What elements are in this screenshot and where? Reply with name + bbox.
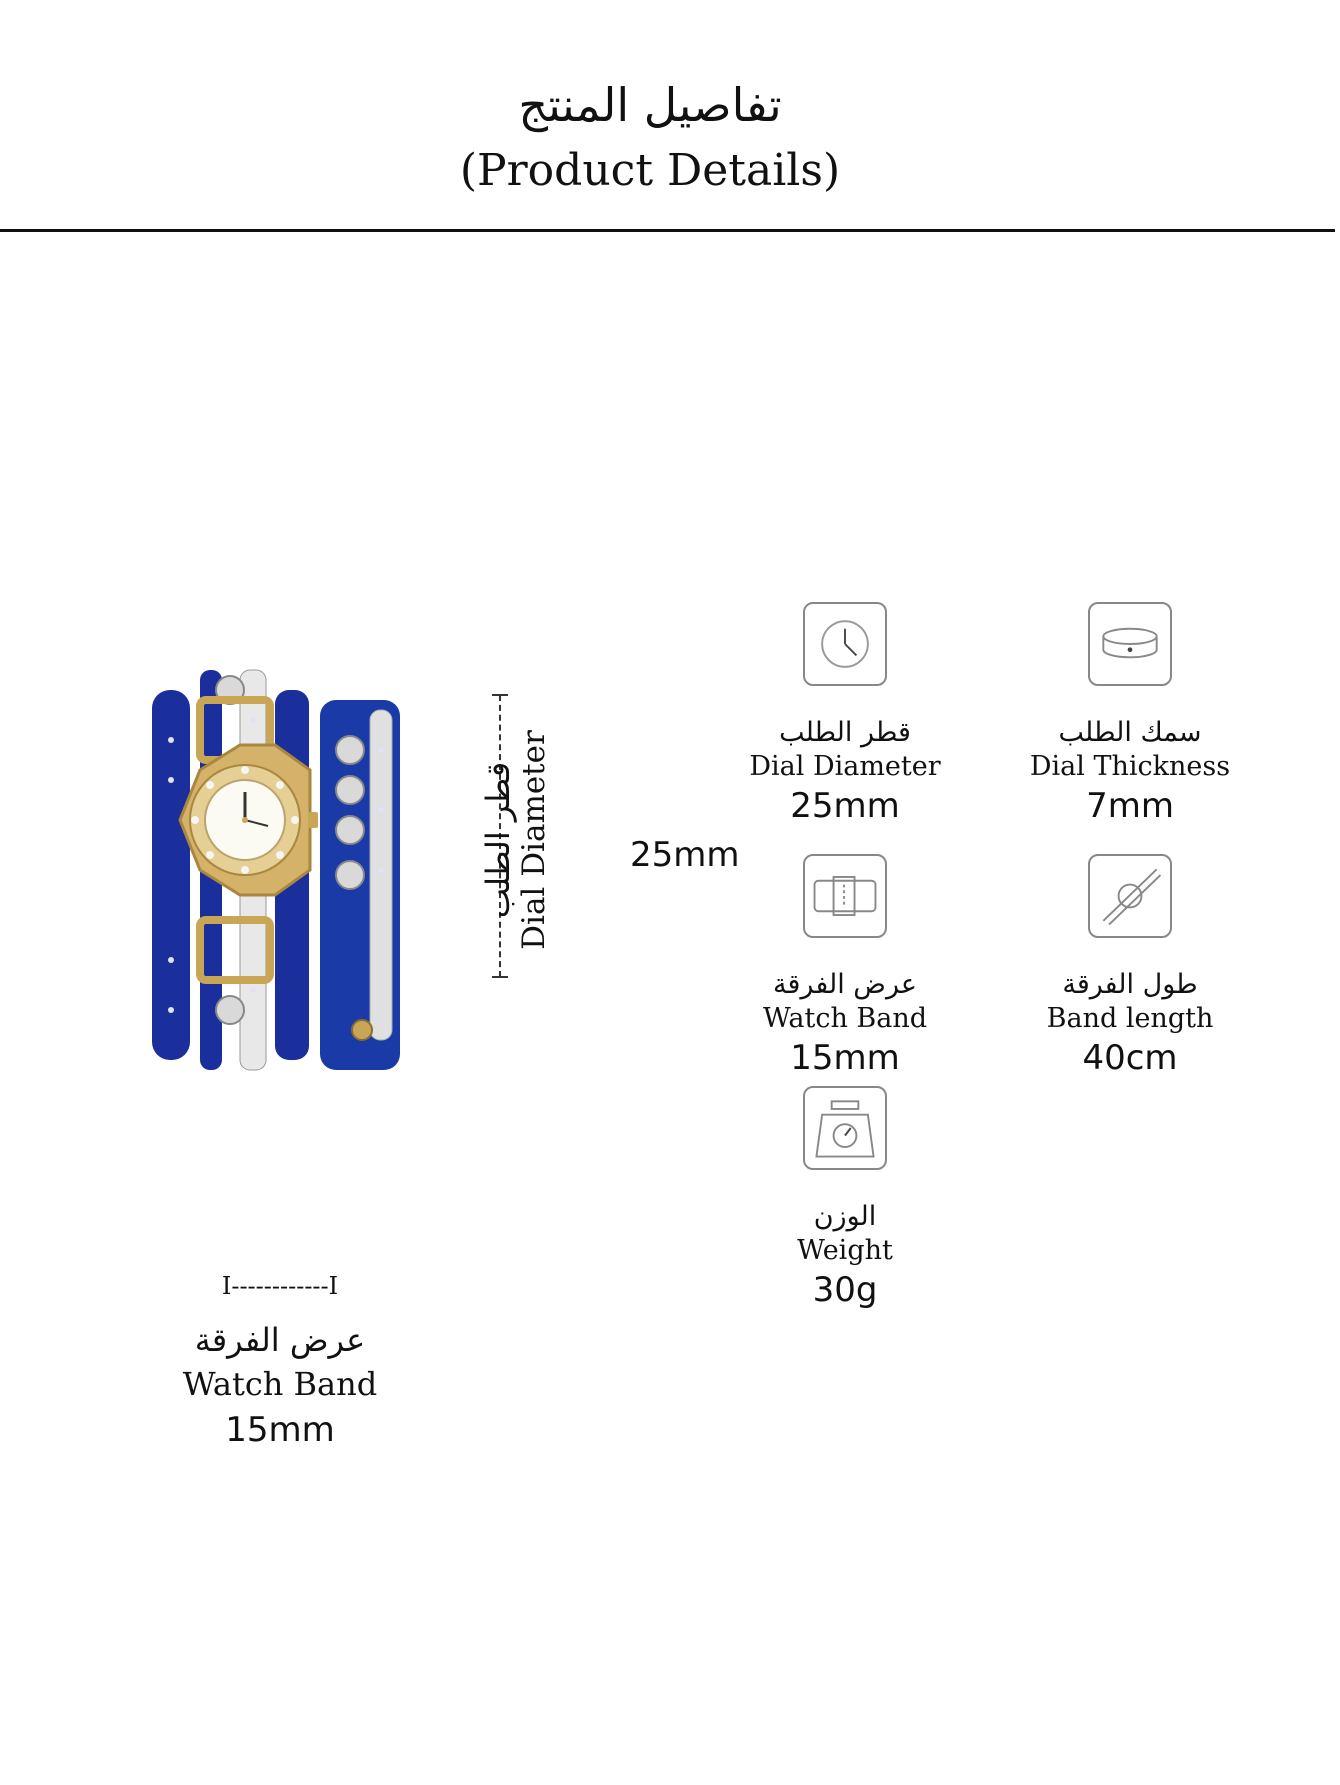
scale-icon	[803, 1086, 887, 1170]
spec-label-ar: قطر الطلب	[779, 717, 911, 748]
band-width-label-ar: عرض الفرقة	[194, 1321, 366, 1359]
dial-thickness-icon	[1088, 602, 1172, 686]
spec-value: 25mm	[790, 786, 900, 826]
band-length-icon	[1088, 854, 1172, 938]
spec-value: 7mm	[1086, 786, 1174, 826]
spec-weight	[725, 1086, 965, 1312]
spec-watch-band	[725, 854, 965, 1080]
spec-label-ar: طول الفرقة	[1062, 969, 1198, 1000]
page-title-english: (Product Details)	[459, 145, 841, 196]
spec-value: 15mm	[790, 1038, 900, 1078]
spec-label-en: Weight	[797, 1235, 893, 1266]
band-width-bar: I------------I	[221, 1272, 339, 1300]
dial-diameter-value: 25mm	[630, 835, 740, 875]
spec-label-en: Band length	[1046, 1003, 1214, 1034]
spec-value: 40cm	[1082, 1038, 1178, 1078]
dial-diameter-label-en: Dial Diameter	[516, 730, 552, 950]
band-width-label-en: Watch Band	[182, 1365, 378, 1403]
dial-diameter-label-ar: قطر الطلب	[479, 761, 517, 919]
spec-label-en: Dial Thickness	[1029, 751, 1231, 782]
dial-diameter-rotated-label	[480, 720, 552, 960]
page-title-arabic: تفاصيل المنتج	[518, 78, 782, 132]
spec-label-en: Dial Diameter	[749, 751, 941, 782]
dimension-cap-bottom	[492, 976, 508, 978]
band-buckle-icon	[803, 854, 887, 938]
spec-label-ar: سمك الطلب	[1058, 717, 1202, 748]
spec-value: 30g	[812, 1270, 878, 1310]
spec-band-length	[1010, 854, 1250, 1080]
clock-icon	[803, 602, 887, 686]
spec-dial-thickness	[1010, 602, 1250, 828]
watch-product-image	[140, 660, 460, 1090]
band-width-value: 15mm	[225, 1410, 335, 1450]
header-divider	[0, 229, 1335, 232]
band-width-annotation	[150, 1272, 410, 1454]
spec-label-ar: الوزن	[813, 1201, 877, 1232]
spec-dial-diameter	[725, 602, 965, 828]
spec-label-en: Watch Band	[762, 1003, 928, 1034]
spec-label-ar: عرض الفرقة	[773, 969, 917, 1000]
